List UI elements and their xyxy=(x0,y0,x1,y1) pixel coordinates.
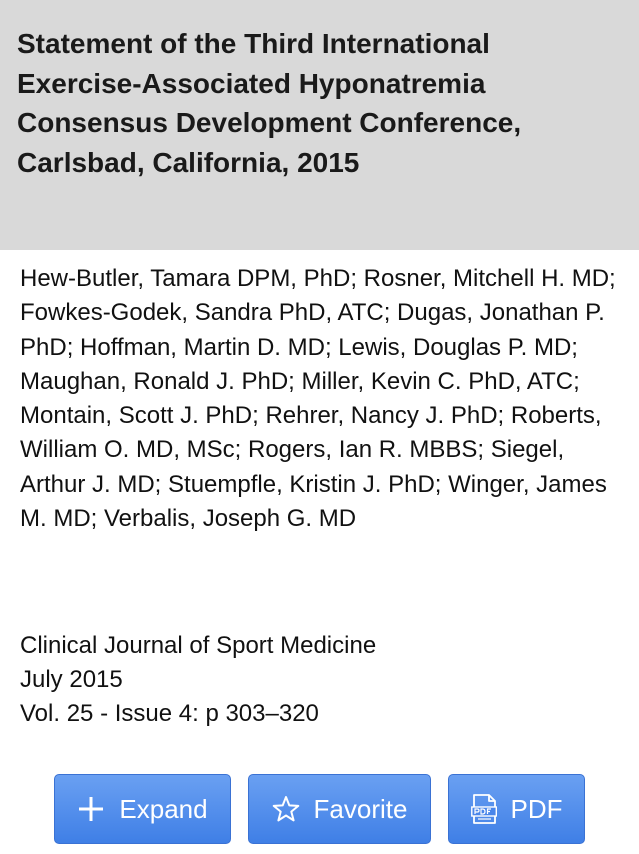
action-bar xyxy=(0,774,639,844)
article-title: Statement of the Third International Exercise-Associated Hyponatremia Consensus Development Conference, Carlsbad, California, 2015 xyxy=(17,28,522,178)
journal-name: Clinical Journal of Sport Medicine xyxy=(20,632,377,659)
pdf-document-icon xyxy=(471,794,497,824)
volume-issue-pages: Vol. 25 - Issue 4: p 303–320 xyxy=(20,700,319,727)
star-outline-icon xyxy=(272,795,300,823)
expand-button[interactable] xyxy=(54,774,231,844)
favorite-button-label: Favorite xyxy=(313,793,408,824)
title-banner xyxy=(0,0,639,250)
expand-button-label: Expand xyxy=(119,793,208,824)
citation-block xyxy=(20,629,620,731)
author-list: Hew-Butler, Tamara DPM, PhD; Rosner, Mitchell H. MD; Fowkes-Godek, Sandra PhD, ATC; Dugas, Jonathan P. PhD; Hoffman, Martin D. MD; Lewis, Douglas P. MD; Maughan, Ronald J. PhD; Miller, Kevin C. PhD, ATC; Montain, Scott J. PhD; Rehrer, Nancy J. PhD; Roberts, William O. MD, MSc; Rogers, Ian R. MBBS; Siegel, Arthur J. MD; Stuempfle, Kristin J. PhD; Winger, James M. MD; Verbalis, Joseph G. MD xyxy=(20,265,616,533)
pdf-button-label: PDF xyxy=(510,793,563,824)
favorite-button[interactable] xyxy=(248,774,431,844)
plus-icon xyxy=(77,795,105,823)
pdf-button[interactable] xyxy=(448,774,585,844)
publication-date: July 2015 xyxy=(20,666,123,693)
